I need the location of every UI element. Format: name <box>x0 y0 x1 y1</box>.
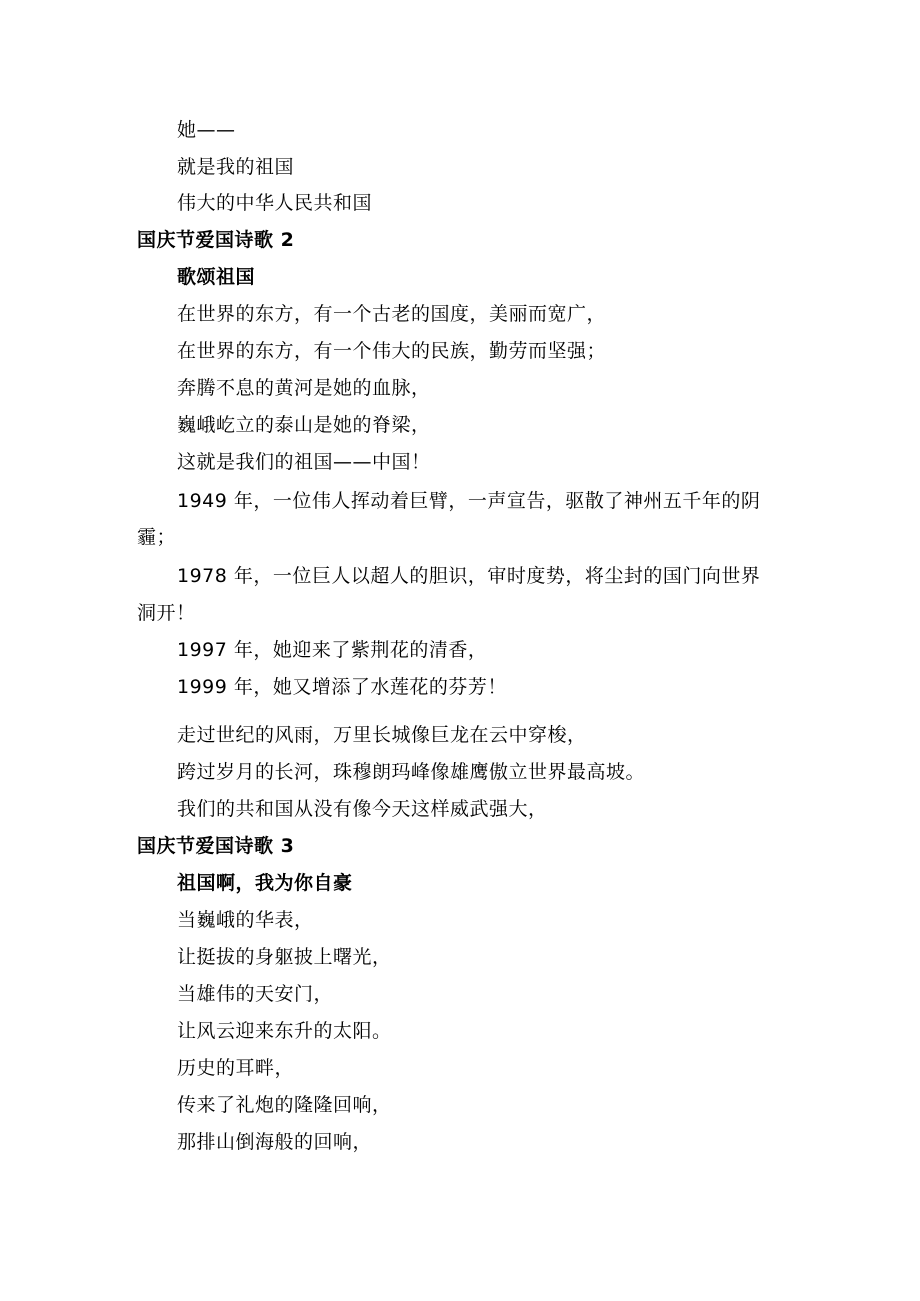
poem-paragraph-line: 1949 年，一位伟人挥动着巨臂，一声宣告，驱散了神州五千年的阴 <box>177 490 761 512</box>
poem-line: 奔腾不息的黄河是她的血脉， <box>177 377 431 399</box>
poem-line: 当雄伟的天安门， <box>177 983 334 1005</box>
poem-title: 歌颂祖国 <box>177 266 256 288</box>
poem-line: 这就是我们的祖国——中国！ <box>177 451 431 473</box>
poem-line: 巍峨屹立的泰山是她的脊梁， <box>177 414 431 436</box>
poem-paragraph-line: 1978 年，一位巨人以超人的胆识，审时度势，将尘封的国门向世界 <box>177 565 761 587</box>
poem-line: 跨过岁月的长河，珠穆朗玛峰像雄鹰傲立世界最高坡。 <box>177 761 646 783</box>
poem-title: 祖国啊，我为你自豪 <box>177 872 353 894</box>
section-heading: 国庆节爱国诗歌 2 <box>137 229 295 251</box>
poem-line: 1997 年，她迎来了紫荆花的清香， <box>177 639 488 661</box>
poem-line: 当巍峨的华表， <box>177 909 314 931</box>
poem-line: 在世界的东方，有一个古老的国度，美丽而宽广， <box>177 303 607 325</box>
poem-paragraph-line: 洞开！ <box>137 602 196 624</box>
poem-line: 在世界的东方，有一个伟大的民族，勤劳而坚强； <box>177 340 607 362</box>
poem-paragraph-line: 霾； <box>137 526 177 548</box>
poem-line: 让挺拔的身躯披上曙光， <box>177 946 392 968</box>
poem-line: 走过世纪的风雨，万里长城像巨龙在云中穿梭， <box>177 724 587 746</box>
poem-line: 就是我的祖国 <box>177 156 295 178</box>
poem-line: 传来了礼炮的隆隆回响， <box>177 1094 392 1116</box>
poem-line: 历史的耳畔， <box>177 1057 295 1079</box>
poem-line: 她—— <box>177 119 236 141</box>
poem-line: 伟大的中华人民共和国 <box>177 192 373 214</box>
poem-line: 1999 年，她又增添了水莲花的芬芳！ <box>177 676 507 698</box>
poem-line: 那排山倒海般的回响， <box>177 1131 373 1153</box>
poem-line: 我们的共和国从没有像今天这样威武强大， <box>177 798 548 820</box>
poem-line: 让风云迎来东升的太阳。 <box>177 1020 392 1042</box>
section-heading: 国庆节爱国诗歌 3 <box>137 835 295 857</box>
